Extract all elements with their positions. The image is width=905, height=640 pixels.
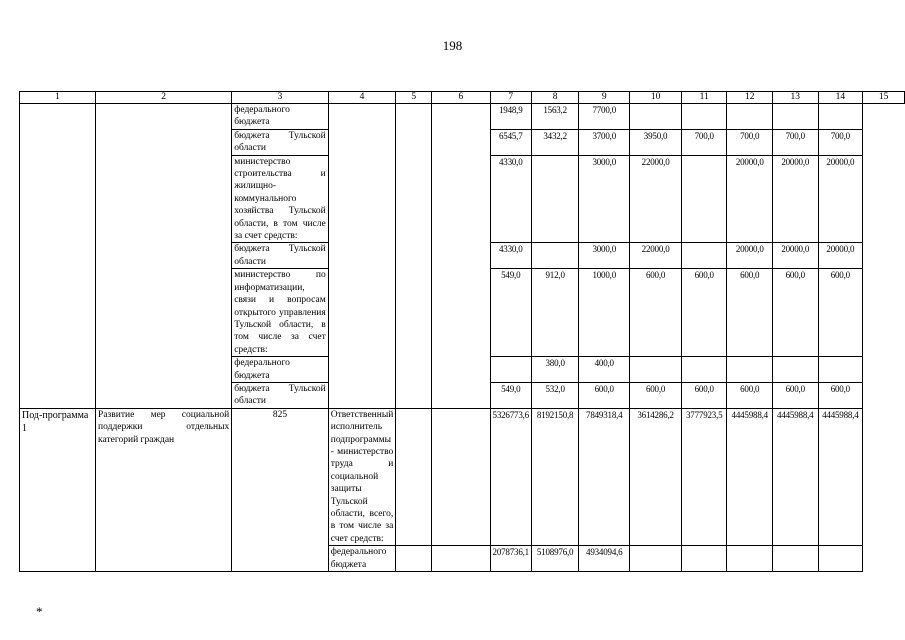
column-header: 3 xyxy=(232,92,329,104)
value-cell xyxy=(432,129,490,155)
value-cell xyxy=(328,382,396,408)
column-header: 7 xyxy=(490,92,531,104)
page-number: 198 xyxy=(442,38,463,53)
value-cell: 3000,0 xyxy=(579,243,630,269)
value-cell: 3777923,5 xyxy=(681,408,727,545)
table-row xyxy=(20,357,905,383)
value-cell xyxy=(432,104,490,130)
table-row xyxy=(20,269,905,357)
value-cell: 3432,2 xyxy=(531,129,578,155)
value-cell: 7700,0 xyxy=(579,104,630,130)
funding-source: федерального бюджета xyxy=(232,104,329,130)
table-body xyxy=(20,92,905,572)
value-cell xyxy=(396,382,432,408)
column-header: 4 xyxy=(328,92,396,104)
subprogram-cell xyxy=(20,269,96,357)
column-header: 9 xyxy=(579,92,630,104)
subprogram-label: Под-программа 1 xyxy=(20,408,96,571)
value-cell: 4445988,4 xyxy=(818,408,863,545)
value-cell xyxy=(818,546,863,572)
value-cell: 22000,0 xyxy=(630,155,682,243)
measure-name-cell xyxy=(96,129,232,155)
value-cell: 22000,0 xyxy=(630,243,682,269)
value-cell: 600,0 xyxy=(727,382,773,408)
table-row xyxy=(20,243,905,269)
value-cell xyxy=(432,269,490,357)
value-cell xyxy=(328,269,396,357)
measure-name-cell xyxy=(96,104,232,130)
column-header: 5 xyxy=(396,92,432,104)
value-cell: 600,0 xyxy=(818,269,863,357)
value-cell: 4934094,6 xyxy=(579,546,630,572)
column-header: 6 xyxy=(432,92,490,104)
funding-source: Ответственный исполнитель подпрограммы - министерство труда и социальной защиты Тульской области, всего, в том числе за счет средств: xyxy=(328,408,396,545)
value-cell: 20000,0 xyxy=(818,243,863,269)
table-row xyxy=(20,104,905,130)
measure-name-cell xyxy=(96,155,232,243)
value-cell: 6545,7 xyxy=(490,129,531,155)
column-header: 13 xyxy=(773,92,819,104)
value-cell: 600,0 xyxy=(630,382,682,408)
value-cell: 600,0 xyxy=(681,382,727,408)
value-cell: 532,0 xyxy=(531,382,578,408)
value-cell xyxy=(396,546,432,572)
value-cell xyxy=(681,243,727,269)
funding-source: министерство по информатизации, связи и вопросам открытого управления Тульской области, в том числе за счет средств: xyxy=(232,269,329,357)
value-cell xyxy=(531,243,578,269)
column-header: 8 xyxy=(531,92,578,104)
value-cell: 20000,0 xyxy=(727,155,773,243)
value-cell: 4330,0 xyxy=(490,243,531,269)
value-cell: 5326773,6 xyxy=(490,408,531,545)
funding-source: министерство строительства и жилищно-коммунального хозяйства Тульской области, в том числе за счет средств: xyxy=(232,155,329,243)
value-cell xyxy=(432,546,490,572)
measure-name-cell xyxy=(96,243,232,269)
budget-table xyxy=(19,91,905,572)
value-cell xyxy=(490,357,531,383)
value-cell: 912,0 xyxy=(531,269,578,357)
value-cell: 400,0 xyxy=(579,357,630,383)
value-cell: 380,0 xyxy=(531,357,578,383)
subprogram-name: Развитие мер социальной поддержки отдельных категорий граждан xyxy=(96,408,232,571)
funding-source: федерального бюджета xyxy=(232,357,329,383)
value-cell: 700,0 xyxy=(818,129,863,155)
measure-name-cell xyxy=(96,269,232,357)
value-cell xyxy=(681,546,727,572)
value-cell xyxy=(432,155,490,243)
value-cell: 2078736,1 xyxy=(490,546,531,572)
value-cell: 600,0 xyxy=(681,269,727,357)
column-header: 15 xyxy=(863,92,905,104)
funding-source: бюджета Тульской области xyxy=(232,129,329,155)
value-cell xyxy=(630,546,682,572)
value-cell: 700,0 xyxy=(727,129,773,155)
funding-source: бюджета Тульской области xyxy=(232,382,329,408)
value-cell xyxy=(818,357,863,383)
value-cell xyxy=(681,155,727,243)
table-row xyxy=(20,155,905,243)
value-cell xyxy=(773,104,819,130)
value-cell xyxy=(630,357,682,383)
subprogram-code: 825 xyxy=(232,408,329,571)
value-cell: 600,0 xyxy=(630,269,682,357)
value-cell: 600,0 xyxy=(818,382,863,408)
value-cell: 600,0 xyxy=(773,382,819,408)
value-cell xyxy=(396,408,432,545)
value-cell xyxy=(432,243,490,269)
footer-mark: * xyxy=(36,604,43,619)
header-row xyxy=(20,92,905,104)
table-row xyxy=(20,382,905,408)
subprogram-cell xyxy=(20,129,96,155)
subprogram-cell xyxy=(20,357,96,383)
value-cell xyxy=(396,243,432,269)
subprogram-cell xyxy=(20,155,96,243)
value-cell xyxy=(727,357,773,383)
value-cell: 3950,0 xyxy=(630,129,682,155)
column-header: 1 xyxy=(20,92,96,104)
value-cell: 8192150,8 xyxy=(531,408,578,545)
value-cell xyxy=(396,129,432,155)
column-header: 12 xyxy=(727,92,773,104)
value-cell: 4445988,4 xyxy=(727,408,773,545)
value-cell: 700,0 xyxy=(773,129,819,155)
value-cell xyxy=(396,155,432,243)
funding-source: федерального бюджета xyxy=(328,546,396,572)
value-cell xyxy=(630,104,682,130)
subprogram-cell xyxy=(20,382,96,408)
value-cell xyxy=(328,243,396,269)
value-cell: 3000,0 xyxy=(579,155,630,243)
value-cell xyxy=(396,104,432,130)
value-cell xyxy=(681,357,727,383)
value-cell: 600,0 xyxy=(773,269,819,357)
column-header: 2 xyxy=(96,92,232,104)
column-header: 11 xyxy=(681,92,727,104)
value-cell xyxy=(727,104,773,130)
value-cell: 1000,0 xyxy=(579,269,630,357)
value-cell: 4445988,4 xyxy=(773,408,819,545)
value-cell xyxy=(328,129,396,155)
value-cell xyxy=(727,546,773,572)
subprogram-cell xyxy=(20,243,96,269)
column-header: 10 xyxy=(630,92,682,104)
value-cell xyxy=(818,104,863,130)
measure-name-cell xyxy=(96,382,232,408)
value-cell xyxy=(773,546,819,572)
value-cell: 549,0 xyxy=(490,269,531,357)
value-cell: 4330,0 xyxy=(490,155,531,243)
value-cell: 20000,0 xyxy=(727,243,773,269)
value-cell: 1948,9 xyxy=(490,104,531,130)
value-cell xyxy=(432,408,490,545)
value-cell xyxy=(396,357,432,383)
value-cell xyxy=(681,104,727,130)
value-cell: 20000,0 xyxy=(773,243,819,269)
measure-name-cell xyxy=(96,357,232,383)
value-cell xyxy=(328,357,396,383)
value-cell: 7849318,4 xyxy=(579,408,630,545)
value-cell xyxy=(432,357,490,383)
value-cell xyxy=(328,104,396,130)
value-cell xyxy=(531,155,578,243)
value-cell: 600,0 xyxy=(727,269,773,357)
value-cell: 1563,2 xyxy=(531,104,578,130)
value-cell xyxy=(432,382,490,408)
value-cell xyxy=(773,357,819,383)
funding-source: бюджета Тульской области xyxy=(232,243,329,269)
value-cell: 20000,0 xyxy=(818,155,863,243)
value-cell: 3614286,2 xyxy=(630,408,682,545)
subprogram-cell xyxy=(20,104,96,130)
value-cell xyxy=(396,269,432,357)
value-cell: 5108976,0 xyxy=(531,546,578,572)
value-cell: 20000,0 xyxy=(773,155,819,243)
value-cell: 549,0 xyxy=(490,382,531,408)
value-cell xyxy=(328,155,396,243)
subprogram-row xyxy=(20,408,905,545)
value-cell: 3700,0 xyxy=(579,129,630,155)
table-row xyxy=(20,129,905,155)
value-cell: 600,0 xyxy=(579,382,630,408)
column-header: 14 xyxy=(818,92,863,104)
value-cell: 700,0 xyxy=(681,129,727,155)
